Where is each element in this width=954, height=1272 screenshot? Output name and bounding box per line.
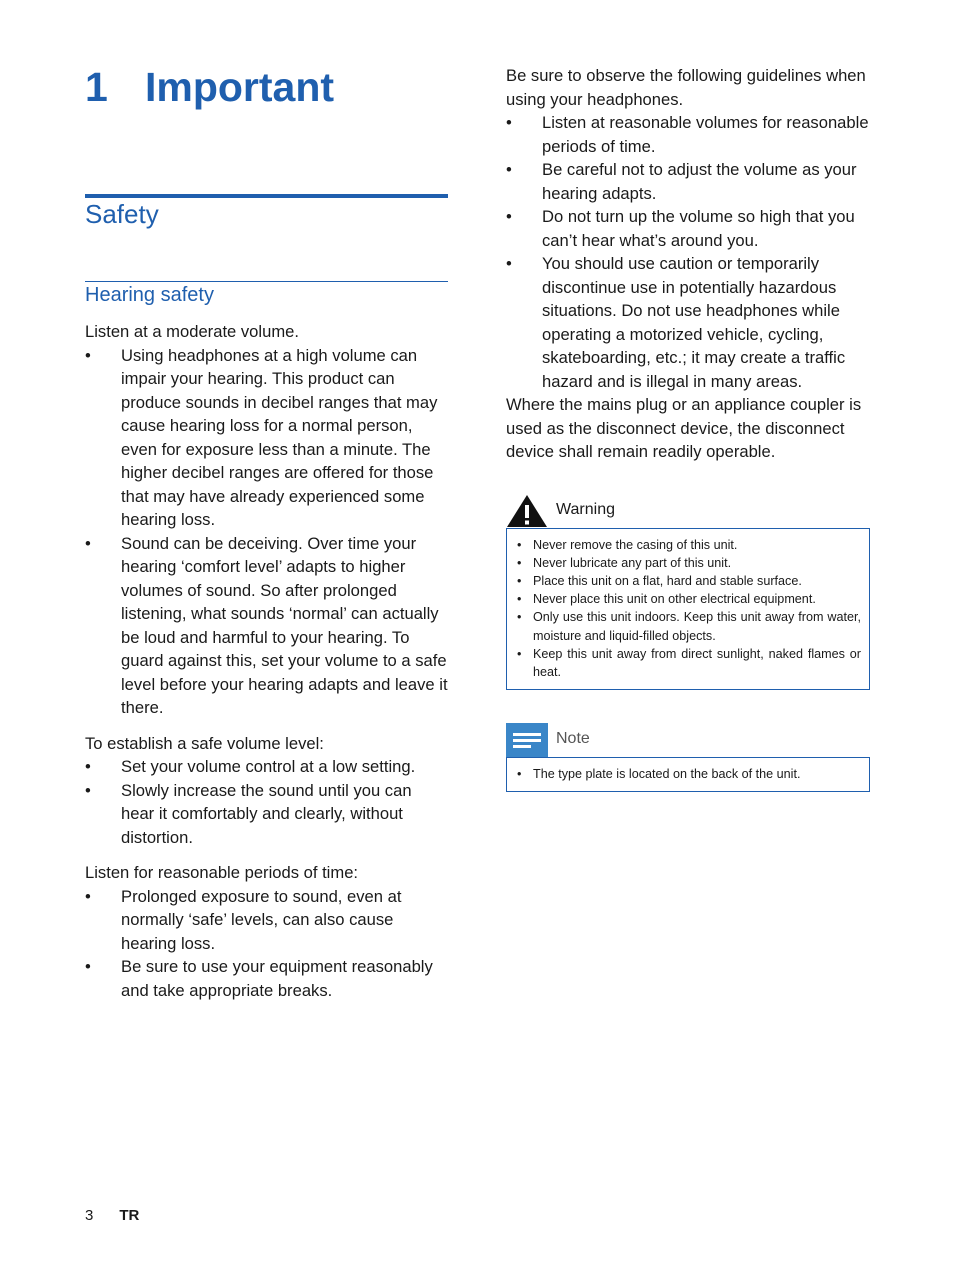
note-callout	[506, 723, 870, 792]
chapter-heading	[85, 60, 448, 114]
safe-level-list	[85, 755, 448, 849]
list-item: • The type plate is located on the back of the unit.	[515, 765, 861, 783]
warning-callout	[506, 494, 870, 691]
list-item: • Using headphones at a high volume can impair your hearing. This product can produce sounds in decibel ranges that may cause hearing loss for a normal person, even for exposure less than a minute. The higher decibel ranges are offered for those that may have already experienced some hearing loss.	[85, 344, 448, 532]
list-item: • Do not turn up the volume so high that you can’t hear what’s around you.	[506, 205, 870, 252]
note-icon	[506, 723, 548, 757]
section-title-safety: Safety	[85, 199, 159, 229]
warning-box	[506, 528, 870, 691]
guidelines-block	[506, 64, 870, 464]
mains-paragraph: Where the mains plug or an appliance coupler is used as the disconnect device, the disconnect device shall remain readily operable.	[506, 395, 862, 461]
page-footer	[85, 1206, 139, 1226]
guidelines-list	[506, 111, 870, 393]
guidelines-lead: Be sure to observe the following guidelines when using your headphones.	[506, 66, 866, 109]
list-item: • You should use caution or temporarily discontinue use in potentially hazardous situations. Do not use headphones while operating a motorized vehicle, cycling, skateboarding, etc.; it may create a traffic hazard and is illegal in many areas.	[506, 252, 870, 393]
list-item: • Place this unit on a flat, hard and stable surface.	[515, 572, 861, 590]
reasonable-periods-list	[85, 885, 448, 1003]
chapter-title: Important	[145, 64, 335, 110]
safe-level-lead: To establish a safe volume level:	[85, 733, 324, 753]
list-item: • Only use this unit indoors. Keep this unit away from water, moisture and liquid-filled objects.	[515, 608, 861, 644]
list-item: • Prolonged exposure to sound, even at normally ‘safe’ levels, can also cause hearing loss.	[85, 885, 448, 956]
warning-triangle-icon	[506, 494, 548, 528]
list-item: • Keep this unit away from direct sunlight, naked flames or heat.	[515, 645, 861, 681]
list-item: • Slowly increase the sound until you can hear it comfortably and clearly, without distortion.	[85, 779, 448, 850]
chapter-number: 1	[85, 64, 108, 110]
list-item: • Set your volume control at a low setting.	[85, 755, 448, 779]
page-number: 3	[85, 1207, 94, 1224]
hearing-safety-body	[85, 320, 448, 1002]
list-item: • Be sure to use your equipment reasonably and take appropriate breaks.	[85, 955, 448, 1002]
list-item: • Never lubricate any part of this unit.	[515, 554, 861, 572]
warning-label: Warning	[556, 500, 615, 518]
list-item: • Listen at reasonable volumes for reasonable periods of time.	[506, 111, 870, 158]
warning-list	[515, 536, 861, 682]
note-label: Note	[556, 730, 590, 748]
list-item: • Never place this unit on other electrical equipment.	[515, 590, 861, 608]
subsection-title-hearing-safety: Hearing safety	[85, 284, 214, 306]
note-list	[515, 765, 861, 783]
list-item: • Never remove the casing of this unit.	[515, 536, 861, 554]
list-item: • Sound can be deceiving. Over time your hearing ‘comfort level’ adapts to higher volumes of sound. So after prolonged listening, what sounds ‘normal’ can actually be loud and harmful to your hearing. To guard against this, set your volume to a safe level before your hearing adapts and leave it there.	[85, 532, 448, 720]
reasonable-periods-lead: Listen for reasonable periods of time:	[85, 863, 359, 882]
language-code: TR	[119, 1207, 140, 1224]
note-box	[506, 757, 870, 792]
moderate-volume-lead: Listen at a moderate volume.	[85, 322, 299, 341]
list-item: • Be careful not to adjust the volume as your hearing adapts.	[506, 158, 870, 205]
moderate-volume-list	[85, 344, 448, 720]
